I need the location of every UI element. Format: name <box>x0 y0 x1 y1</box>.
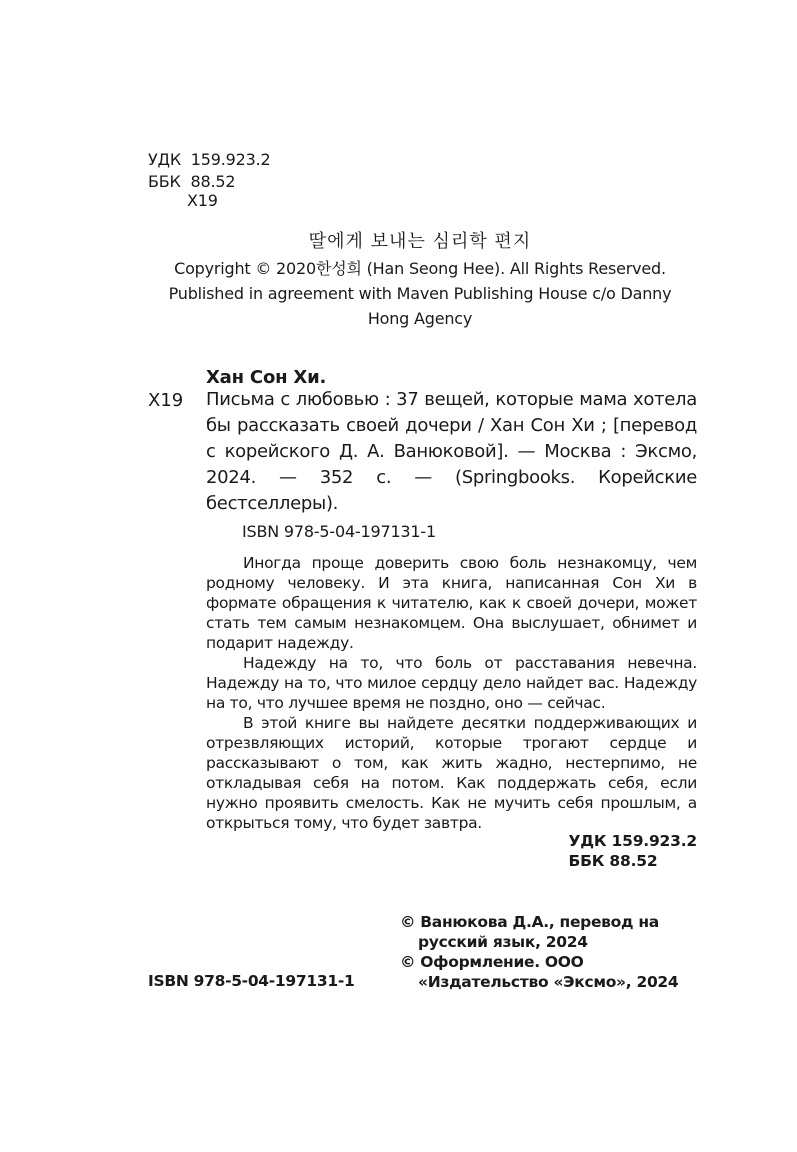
bbk-value: 88.52 <box>190 172 236 191</box>
bbk-bottom: ББК 88.52 <box>568 852 658 870</box>
annotation-paragraph: Иногда проще доверить свою боль незнакомцу, чем родному человеку. И эта книга, написанная Сон Хи в формате обращения к читателю, как к своей дочери, может стать тем самым незнакомцем. Она выслушает, обнимет и подарит надежду. <box>206 554 697 652</box>
udk-value: 159.923.2 <box>190 150 271 169</box>
korean-title: 딸에게 보내는 심리학 편지 <box>308 231 532 252</box>
design-rights: © Оформление. ООО «Издательство «Эксмо», 2024 <box>400 953 679 991</box>
annotation-paragraph: Надежду на то, что боль от расставания невечна. Надежду на то, что милое сердцу дело найдет вас. Надежду на то, что лучшее время не поздно, оно — сейчас. <box>206 654 697 712</box>
original-edition-block <box>120 229 720 331</box>
bibliographic-description: Письма с любовью : 37 вещей, которые мама хотела бы рассказать своей дочери / Хан Сон Хи ; [перевод с корейского Д. А. Ванюковой]. — Москва : Эксмо, 2024. — 352 с. — (Springbooks. Корейские бестселлеры). <box>206 389 697 514</box>
author-mark: Х19 <box>148 390 184 411</box>
copyright-line: Copyright © 2020한성희 (Han Seong Hee). All Rights Reserved. <box>174 259 666 278</box>
udk-label: УДК <box>148 150 182 169</box>
author-mark-top: Х19 <box>187 191 218 210</box>
classification-bottom <box>569 831 698 871</box>
agreement-line-2: Hong Agency <box>367 309 473 328</box>
isbn-bottom: ISBN 978-5-04-197131-1 <box>148 972 355 990</box>
rights-block <box>400 912 705 992</box>
annotation-paragraph: В этой книге вы найдете десятки поддерживающих и отрезвляющих историй, которые трогают сердце и рассказывают о том, как жить жадно, нестерпимо, не откладывая себя на потом. Как поддержать себя, если нужно проявить смелость. Как не мучить себя прошлым, а открыться тому, что будет завтра. <box>206 714 697 832</box>
isbn-top: ISBN 978-5-04-197131-1 <box>242 522 436 541</box>
agreement-line-1: Published in agreement with Maven Publishing House c/o Danny <box>168 284 672 303</box>
udk-bottom: УДК 159.923.2 <box>568 832 697 850</box>
udk-line <box>148 149 270 171</box>
bbk-label: ББК <box>148 172 181 191</box>
annotation <box>206 553 697 833</box>
translation-rights: © Ванюкова Д.А., перевод на русский язык, 2024 <box>400 913 659 951</box>
author-heading: Хан Сон Хи. <box>206 367 327 388</box>
